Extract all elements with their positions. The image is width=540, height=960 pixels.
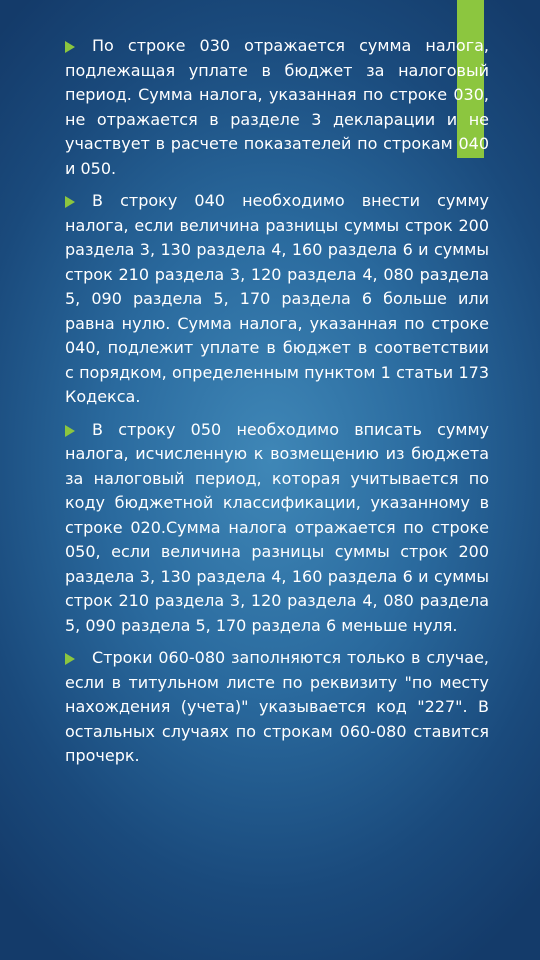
bullet-item-1 <box>65 34 489 181</box>
triangle-bullet-icon <box>65 425 75 437</box>
bullet-text: По строке 030 отражается сумма налога, подлежащая уплате в бюджет за налоговый период. Сумма налога, указанная по строке 030, не отражается в разделе 3 декларации и не участвует в расчете показателей по строкам 040 и 050. <box>65 36 489 178</box>
bullet-item-3 <box>65 418 489 639</box>
triangle-bullet-icon <box>65 41 75 53</box>
slide-content <box>65 34 489 777</box>
bullet-text: Строки 060-080 заполняются только в случае, если в титульном листе по реквизиту "по месту нахождения (учета)" указывается код "227". В остальных случаях по строкам 060-080 ставится прочерк. <box>65 648 489 765</box>
triangle-bullet-icon <box>65 653 75 665</box>
bullet-item-2 <box>65 189 489 410</box>
bullet-text: В строку 040 необходимо внести сумму налога, если величина разницы суммы строк 200 раздела 3, 130 раздела 4, 160 раздела 6 и суммы строк 210 раздела 3, 120 раздела 4, 080 раздела 5, 090 раздела 5, 170 раздела 6 больше или равна нулю. Сумма налога, указанная по строке 040, подлежит уплате в бюджет в соответствии с порядком, определенным пунктом 1 статьи 173 Кодекса. <box>65 191 489 406</box>
triangle-bullet-icon <box>65 196 75 208</box>
bullet-item-4 <box>65 646 489 769</box>
bullet-text: В строку 050 необходимо вписать сумму налога, исчисленную к возмещению из бюджета за налоговый период, которая учитывается по коду бюджетной классификации, указанному в строке 020.Сумма налога отражается по строке 050, если величина разницы суммы строк 200 раздела 3, 130 раздела 4, 160 раздела 6 и суммы строк 210 раздела 3, 120 раздела 4, 080 раздела 5, 090 раздела 5, 170 раздела 6 меньше нуля. <box>65 419 489 635</box>
